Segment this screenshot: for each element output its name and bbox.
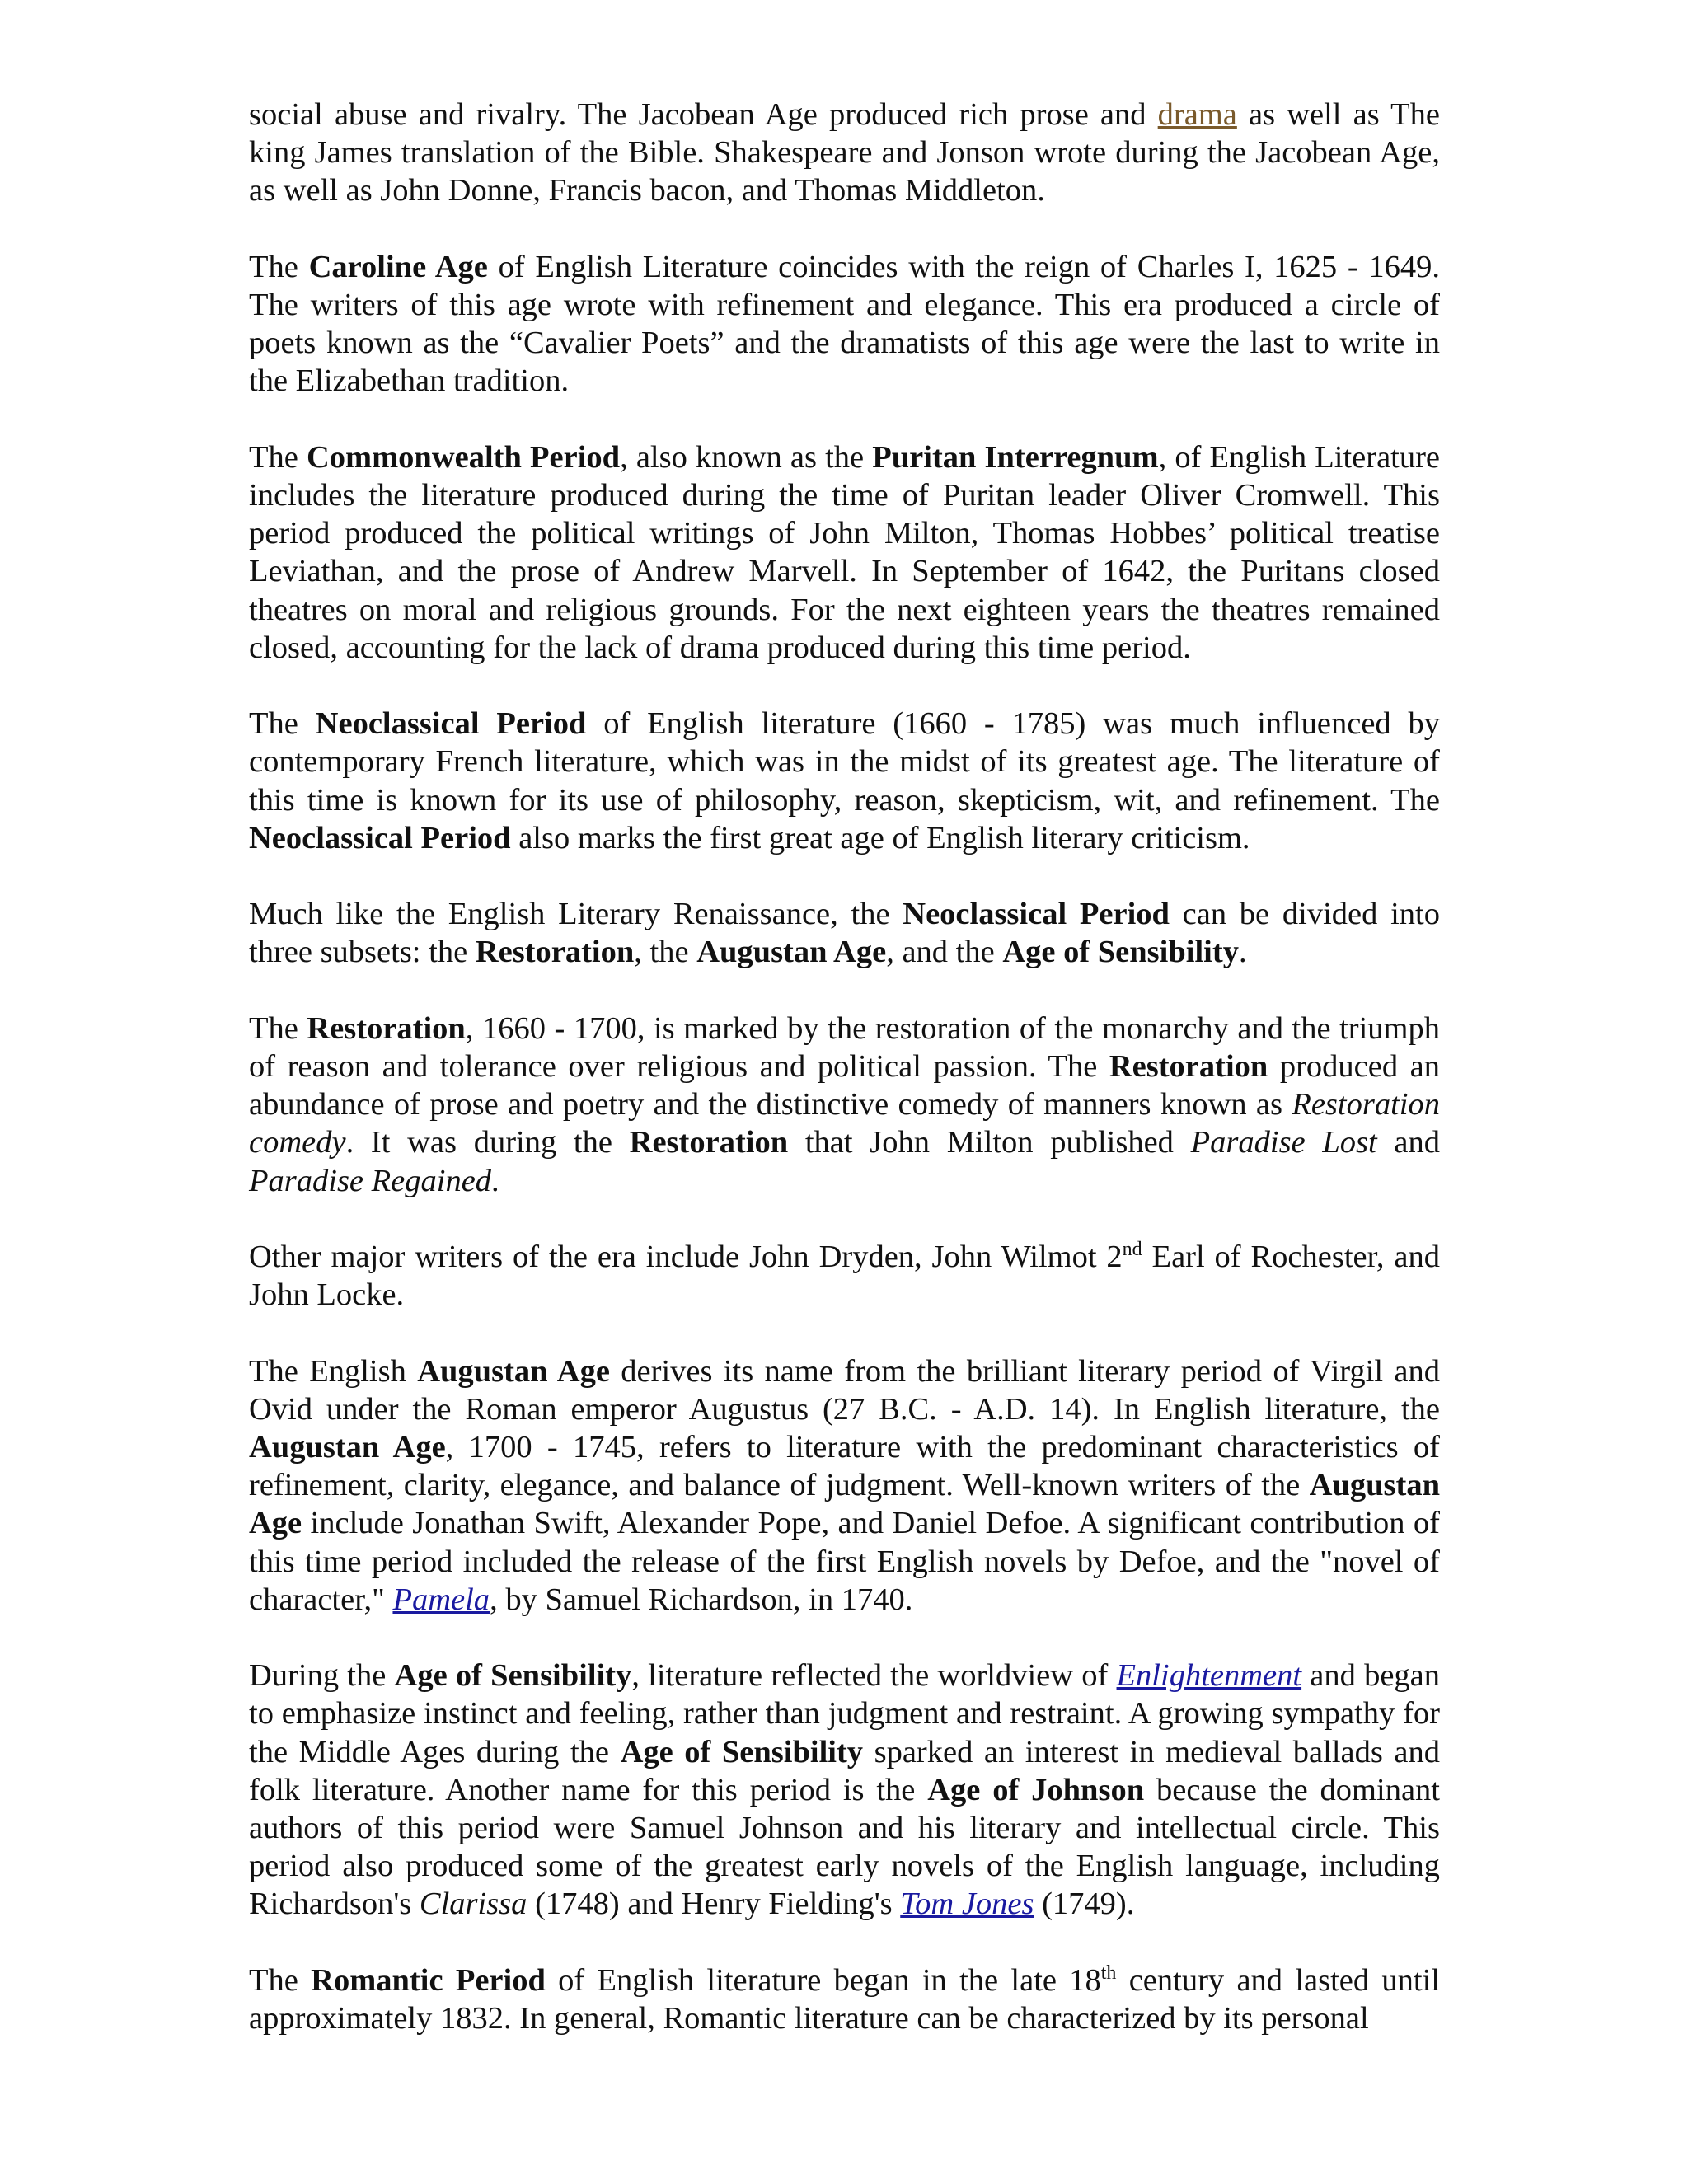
text-run: (1748) and Henry Fielding's — [527, 1886, 901, 1922]
text-run: The — [249, 1010, 307, 1046]
bold-term: Romantic Period — [311, 1962, 546, 1998]
text-run: (1749). — [1034, 1886, 1135, 1922]
text-run: , literature reflected the worldview of — [631, 1658, 1117, 1694]
text-run: sparked an interest in medieval ballads and folk literature. Another name for this period is the — [249, 1734, 1440, 1807]
text-run: , of English Literature includes the literature produced during the time of Puritan leader Oliver Cromwell. This period produced the political writings of John Milton, Thomas Hobbes’ political treatise Leviathan, and the prose of Andrew Marvell. In September of 1642, the Puritans closed theatres on moral and religious grounds. For the next eighteen years the theatres remained closed, accounting for the lack of drama produced during this time period. — [249, 439, 1441, 665]
paragraph-9 — [249, 1657, 1440, 1923]
superscript: nd — [1122, 1239, 1142, 1261]
text-run: Much like the English Literary Renaissance, the — [249, 897, 903, 932]
bold-term: Restoration — [629, 1125, 789, 1160]
italic-title: Restoration comedy — [249, 1087, 1440, 1160]
text-run: century and lasted until approximately 1832. In general, Romantic literature can be characterized by its personal — [249, 1962, 1440, 2036]
bold-term: Neoclassical Period — [903, 897, 1170, 932]
bold-term: Augustan Age — [249, 1468, 1440, 1541]
paragraph-2 — [249, 248, 1440, 401]
text-run: and — [1376, 1125, 1440, 1160]
bold-term: Age of Sensibility — [1002, 935, 1239, 970]
bold-term: Age of Johnson — [927, 1772, 1145, 1807]
text-run: The — [249, 706, 316, 742]
text-run: social abuse and rivalry. The Jacobean Age produced rich prose and — [249, 97, 1158, 132]
bold-term: Age of Sensibility — [394, 1658, 632, 1694]
italic-title: Paradise Regained — [249, 1163, 492, 1198]
italic-title: Clarissa — [419, 1886, 528, 1922]
text-run: The — [249, 1962, 312, 1998]
bold-term: Augustan Age — [417, 1353, 610, 1389]
text-run: that John Milton published — [788, 1125, 1191, 1160]
bold-term: Puritan Interregnum — [872, 439, 1159, 475]
text-run: and began to emphasize instinct and feeling, rather than judgment and restraint. A growing sympathy for the Middle Ages during the — [249, 1658, 1441, 1769]
bold-term: Restoration — [307, 1010, 466, 1046]
text-run: of English literature (1660 - 1785) was much influenced by contemporary French literature, which was in the midst of its greatest age. The literature of this time is known for its use of philosophy, reason, skepticism, wit, and refinement. The — [249, 706, 1440, 818]
text-run: , the — [634, 935, 697, 970]
text-run: . — [1238, 935, 1247, 970]
text-link[interactable]: drama — [1157, 97, 1237, 132]
text-run: Other major writers of the era include John Dryden, John Wilmot 2 — [249, 1240, 1123, 1274]
text-run: , 1660 - 1700, is marked by the restoration of the monarchy and the triumph of reason and tolerance over religious and political passion. The — [249, 1010, 1440, 1084]
bold-term: Neoclassical Period — [249, 820, 511, 855]
paragraph-7 — [249, 1238, 1440, 1314]
document-page — [249, 96, 1440, 2037]
text-run: During the — [249, 1658, 395, 1694]
text-run: as well as The king James translation of the Bible. Shakespeare and Jonson wrote during the Jacobean Age, as well as John Donne, Francis bacon, and Thomas Middleton. — [249, 97, 1440, 209]
text-run: . It was during the — [345, 1125, 630, 1160]
bold-term: Neoclassical Period — [315, 706, 587, 742]
text-link[interactable] — [1117, 1658, 1302, 1693]
text-run: also marks the first great age of English literary criticism. — [510, 820, 1250, 855]
paragraph-4 — [249, 705, 1440, 857]
link-text: Tom Jones — [900, 1886, 1034, 1922]
bold-term: Restoration — [1109, 1049, 1268, 1084]
text-run: derives its name from the brilliant literary period of Virgil and Ovid under the Roman emperor Augustus (27 B.C. - A.D. 14). In English literature, the — [249, 1353, 1440, 1427]
bold-term: Caroline Age — [308, 249, 488, 284]
text-run: , 1700 - 1745, refers to literature with the predominant characteristics of refinement, clarity, elegance, and balance of judgment. Well-known writers of the — [249, 1430, 1440, 1503]
link-text: Enlightenment — [1116, 1658, 1302, 1694]
paragraph-3 — [249, 438, 1440, 667]
paragraph-5 — [249, 895, 1440, 971]
text-run: , also known as the — [620, 439, 873, 475]
bold-term: Restoration — [475, 935, 635, 970]
text-run: . — [491, 1163, 499, 1198]
bold-term: Age of Sensibility — [620, 1734, 864, 1769]
text-run: because the dominant authors of this period were Samuel Johnson and his literary and intellectual circle. This period also produced some of the greatest early novels of the English language, including Richardson's — [249, 1772, 1440, 1922]
paragraph-6 — [249, 1010, 1440, 1200]
paragraph-8 — [249, 1352, 1440, 1619]
superscript: th — [1100, 1961, 1117, 1984]
bold-term: Augustan Age — [249, 1430, 446, 1465]
text-run: can be divided into three subsets: the — [249, 897, 1440, 970]
bold-term: Commonwealth Period — [306, 439, 621, 475]
text-run: The English — [249, 1353, 418, 1389]
text-run: include Jonathan Swift, Alexander Pope, and Daniel Defoe. A significant contribution of this time period included the release of the first English novels by Defoe, and the "novel of character," — [249, 1506, 1440, 1617]
paragraph-1 — [249, 96, 1440, 210]
italic-title: Paradise Lost — [1190, 1125, 1377, 1160]
text-link[interactable] — [900, 1886, 1034, 1921]
link-text: Pamela — [392, 1582, 490, 1617]
bold-term: Augustan Age — [696, 935, 887, 970]
paragraph-10 — [249, 1961, 1440, 2037]
text-run: The — [249, 439, 307, 475]
text-run: The — [249, 249, 309, 284]
text-run: of English literature began in the late 18 — [545, 1962, 1101, 1998]
text-run: produced an abundance of prose and poetry and the distinctive comedy of manners known as — [249, 1049, 1440, 1122]
text-run: Earl of Rochester, and John Locke. — [249, 1240, 1441, 1313]
text-run: of English Literature coincides with the reign of Charles I, 1625 - 1649. The writers of this age wrote with refinement and elegance. This era produced a circle of poets known as the “Cavalier Poets” and the dramatists of this age were the last to write in the Elizabethan tradition. — [249, 249, 1440, 399]
text-run: , and the — [886, 935, 1003, 970]
text-run: , by Samuel Richardson, in 1740. — [490, 1582, 913, 1617]
text-link[interactable] — [392, 1582, 490, 1617]
